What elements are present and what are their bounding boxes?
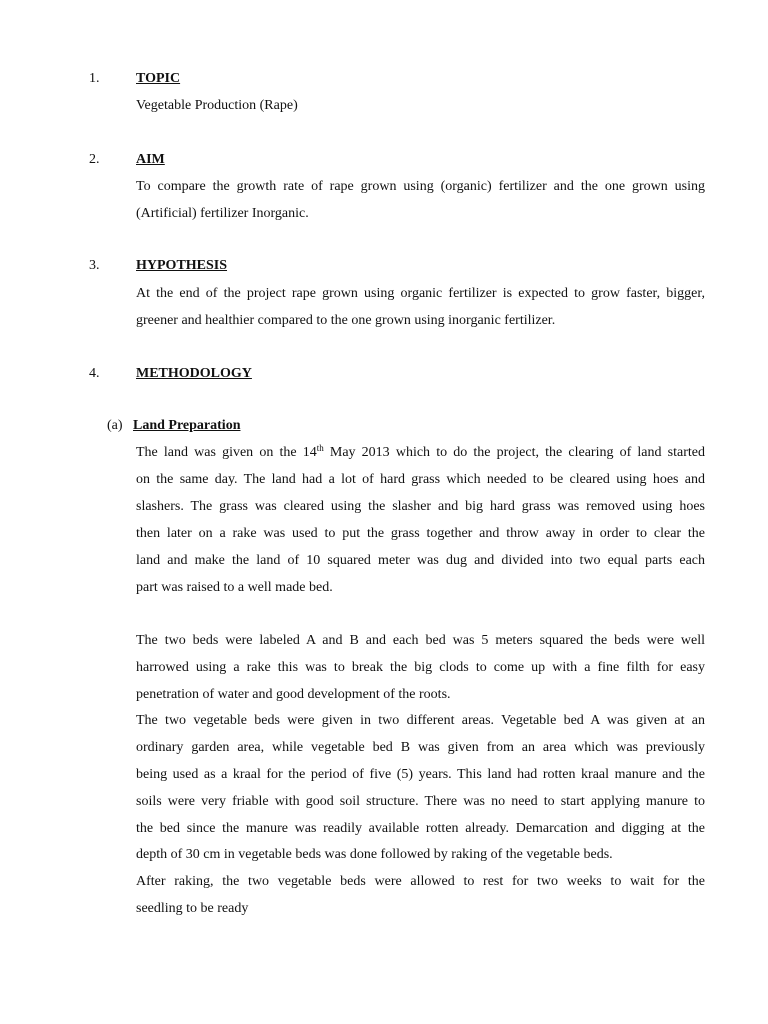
body-line: ordinary garden area, while vegetable bed B was given from an area which was previously	[136, 740, 705, 755]
body-line: Vegetable Production (Rape)	[136, 98, 298, 113]
ordinal-suffix: th	[316, 443, 324, 453]
section-number: 4.	[89, 366, 100, 381]
body-line: on the same day. The land had a lot of hard grass which needed to be cleared using hoes and	[136, 472, 705, 487]
date-text: The land was given on the 14	[136, 445, 317, 460]
section-heading-methodology: METHODOLOGY	[136, 366, 252, 381]
body-line: part was raised to a well made bed.	[136, 580, 333, 595]
body-line: seedling to be ready	[136, 901, 249, 916]
date-text-rest: May 2013 which to do the project, the clearing of land started	[323, 445, 705, 460]
body-line: harrowed using a rake this was to break the big clods to come up with a fine filth for easy	[136, 660, 705, 675]
body-line: depth of 30 cm in vegetable beds was done followed by raking of the vegetable beds.	[136, 847, 613, 862]
body-line: (Artificial) fertilizer Inorganic.	[136, 206, 309, 221]
body-line: At the end of the project rape grown using organic fertilizer is expected to grow faster, bigger,	[136, 286, 705, 301]
section-number: 1.	[89, 71, 100, 86]
body-line: To compare the growth rate of rape grown using (organic) fertilizer and the one grown using	[136, 179, 705, 194]
body-line: slashers. The grass was cleared using the slasher and big hard grass was removed using hoes	[136, 499, 705, 514]
body-line: then later on a rake was used to put the grass together and throw away in order to clear the	[136, 526, 705, 541]
body-line: greener and healthier compared to the one grown using inorganic fertilizer.	[136, 313, 556, 328]
section-heading-aim: AIM	[136, 152, 165, 167]
subsection-label: (a)	[107, 418, 123, 433]
section-number: 3.	[89, 258, 100, 273]
body-line: The two beds were labeled A and B and each bed was 5 meters squared the beds were well	[136, 633, 705, 648]
body-line: soils were very friable with good soil structure. There was no need to start applying manure to	[136, 794, 705, 809]
body-line: land and make the land of 10 squared meter was dug and divided into two equal parts each	[136, 553, 705, 568]
section-heading-topic: TOPIC	[136, 71, 181, 86]
body-line	[136, 445, 705, 461]
body-line: being used as a kraal for the period of five (5) years. This land had rotten kraal manure and the	[136, 767, 705, 782]
body-line: After raking, the two vegetable beds were allowed to rest for two weeks to wait for the	[136, 874, 705, 889]
body-line: The two vegetable beds were given in two different areas. Vegetable bed A was given at an	[136, 713, 705, 728]
body-line: penetration of water and good development of the roots.	[136, 687, 451, 702]
body-line: the bed since the manure was readily available rotten already. Demarcation and digging at the	[136, 821, 705, 836]
section-heading-hypothesis: HYPOTHESIS	[136, 258, 228, 273]
section-number: 2.	[89, 152, 100, 167]
subsection-heading: Land Preparation	[133, 418, 241, 433]
